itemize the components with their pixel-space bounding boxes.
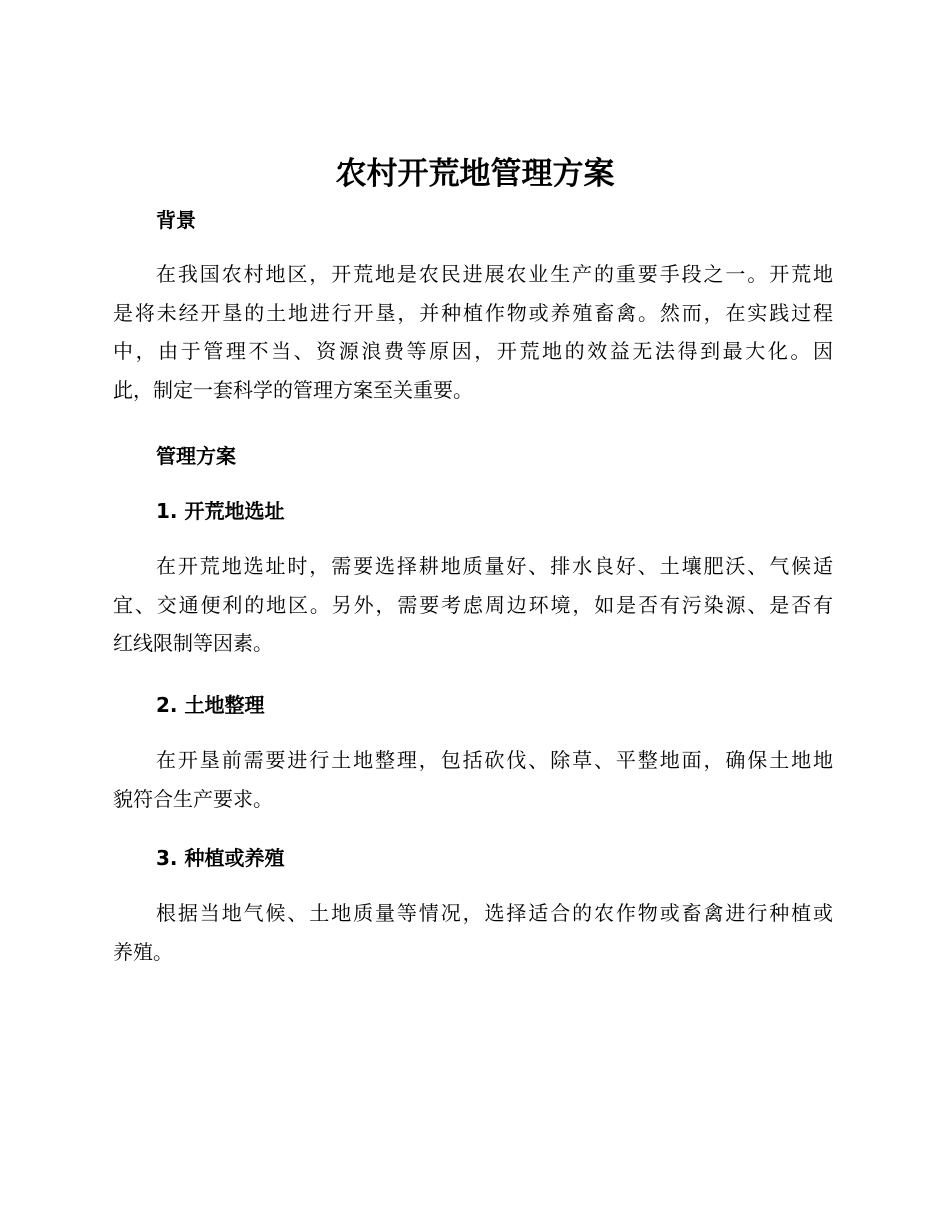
section-heading-plan: 管理方案 <box>156 444 236 468</box>
site-selection-paragraph <box>113 547 833 663</box>
paragraph-line: 貌符合生产要求。 <box>113 786 273 811</box>
subsection-heading-land-preparation: 2. 土地整理 <box>156 693 265 717</box>
planting-paragraph <box>113 894 833 971</box>
paragraph-line: 在我国农村地区，开荒地是农民进展农业生产的重要手段之一。开荒地 <box>156 262 833 286</box>
background-paragraph <box>113 255 833 409</box>
paragraph-line: 此，制定一套科学的管理方案至关重要。 <box>113 377 473 402</box>
paragraph-line: 根据当地气候、土地质量等情况，选择适合的农作物或畜禽进行种植或 <box>156 901 833 925</box>
subsection-heading-site-selection: 1. 开荒地选址 <box>156 499 285 523</box>
paragraph-line: 养殖。 <box>113 939 173 964</box>
land-preparation-paragraph <box>113 741 833 818</box>
section-heading-background: 背景 <box>156 208 196 232</box>
paragraph-line: 在开垦前需要进行土地整理，包括砍伐、除草、平整地面，确保土地地 <box>156 748 833 772</box>
paragraph-line: 宜、交通便利的地区。另外，需要考虑周边环境，如是否有污染源、是否有 <box>113 592 833 617</box>
paragraph-line: 在开荒地选址时，需要选择耕地质量好、排水良好、土壤肥沃、气候适 <box>156 554 833 578</box>
paragraph-line: 中，由于管理不当、资源浪费等原因，开荒地的效益无法得到最大化。因 <box>113 339 833 363</box>
document-title: 农村开荒地管理方案 <box>335 156 615 192</box>
paragraph-line: 是将未经开垦的土地进行开垦，并种植作物或养殖畜禽。然而，在实践过程 <box>113 300 833 325</box>
subsection-heading-planting: 3. 种植或养殖 <box>156 846 285 870</box>
paragraph-line: 红线限制等因素。 <box>113 631 273 655</box>
